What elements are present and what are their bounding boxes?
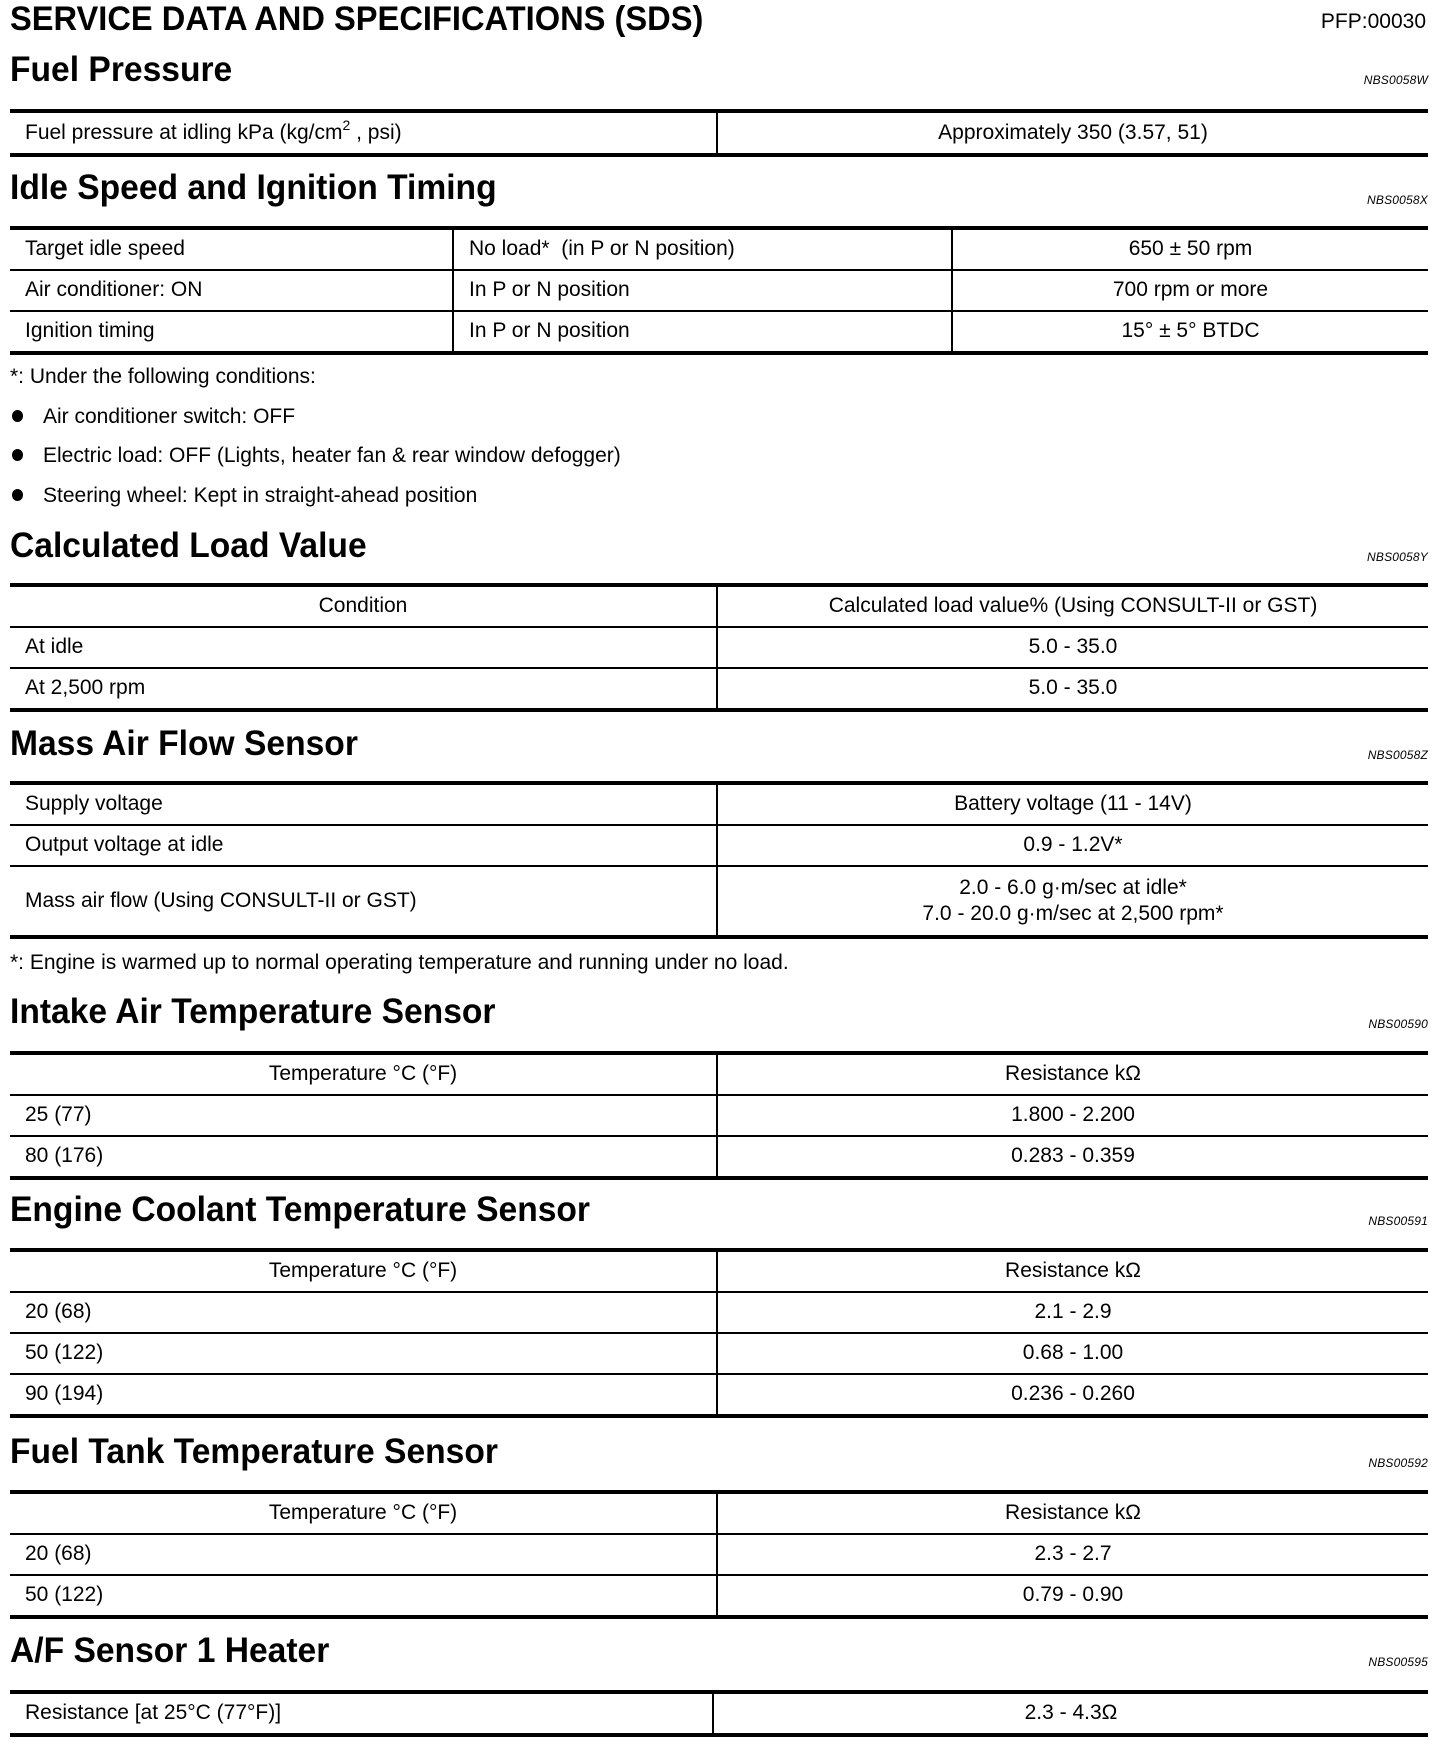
table-row: [10, 1374, 1428, 1416]
column-header: Temperature °C (°F): [268, 1062, 458, 1086]
resistance-cell: 0.283 - 0.359: [717, 1136, 1428, 1178]
resistance-cell: 0.236 - 0.260: [717, 1374, 1428, 1416]
temperature-cell: 20 (68): [10, 1534, 717, 1575]
af-sensor-heater-table: [10, 1690, 1428, 1737]
column-header: Resistance kΩ: [717, 1053, 1428, 1095]
maf-item: Output voltage at idle: [10, 825, 717, 866]
section-heading-fuel-tank-temp: Fuel Tank Temperature Sensor: [10, 1432, 498, 1471]
resistance-cell: 2.3 - 2.7: [717, 1534, 1428, 1575]
maf-item: Mass air flow (Using CONSULT-II or GST): [10, 866, 717, 937]
table-row: [10, 311, 1428, 353]
bullet-icon: [12, 410, 23, 422]
table-row: [10, 866, 1428, 937]
section-heading-intake-air-temp: Intake Air Temperature Sensor: [10, 992, 496, 1031]
idle-note: *: Under the following conditions:: [10, 365, 316, 388]
maf-value-line: 7.0 - 20.0 g·m/sec at 2,500 rpm*: [922, 902, 1224, 925]
load-value: 5.0 - 35.0: [717, 668, 1428, 710]
resistance-cell: 0.68 - 1.00: [717, 1333, 1428, 1374]
fuel-pressure-label: [10, 111, 717, 155]
maf-value: Battery voltage (11 - 14V): [717, 783, 1428, 825]
section-ref-calculated-load: NBS0058Y: [1367, 550, 1428, 564]
temperature-cell: 80 (176): [10, 1136, 717, 1178]
idle-value: 700 rpm or more: [952, 270, 1428, 311]
column-header: Temperature °C (°F): [268, 1259, 458, 1283]
maf-value-line: 2.0 - 6.0 g·m/sec at idle*: [959, 875, 1187, 899]
section-ref-fuel-tank-temp: NBS00592: [1368, 1456, 1428, 1470]
maf-note: *: Engine is warmed up to normal operating temperature and running under no load.: [10, 951, 789, 974]
af-heater-item: Resistance [at 25°C (77°F)]: [25, 1701, 282, 1725]
idle-value: 650 ± 50 rpm: [952, 228, 1428, 270]
idle-item: Air conditioner: ON: [10, 270, 453, 311]
section-ref-engine-coolant-temp: NBS00591: [1368, 1214, 1428, 1228]
table-header-row: [10, 1053, 1428, 1095]
load-value: 5.0 - 35.0: [717, 627, 1428, 668]
idle-item: Target idle speed: [25, 237, 185, 261]
idle-item: Ignition timing: [10, 311, 453, 353]
resistance-cell: 1.800 - 2.200: [717, 1095, 1428, 1136]
pfp-code: PFP:00030: [1320, 10, 1426, 33]
section-ref-idle-speed: NBS0058X: [1367, 193, 1428, 207]
section-heading-calculated-load: Calculated Load Value: [10, 526, 367, 565]
fuel-pressure-value: Approximately 350 (3.57, 51): [717, 111, 1428, 155]
idle-condition: No load* (in P or N position): [453, 228, 952, 270]
section-ref-af-sensor-heater: NBS00595: [1368, 1655, 1428, 1669]
temperature-cell: 50 (122): [10, 1575, 717, 1617]
resistance-cell: 2.1 - 2.9: [717, 1292, 1428, 1333]
bullet-item: [10, 484, 477, 508]
table-row: [10, 1095, 1428, 1136]
temperature-cell: 50 (122): [10, 1333, 717, 1374]
table-row: [10, 1136, 1428, 1178]
bullet-text: Air conditioner switch: OFF: [43, 405, 296, 428]
af-heater-value: 2.3 - 4.3Ω: [713, 1692, 1428, 1735]
table-row: [10, 825, 1428, 866]
section-heading-idle-speed: Idle Speed and Ignition Timing: [10, 168, 497, 207]
table-row: [10, 1534, 1428, 1575]
maf-value: [717, 866, 1428, 937]
table-row: [10, 270, 1428, 311]
table-row: [10, 1692, 1428, 1735]
bullet-item: [10, 444, 621, 468]
idle-speed-table: [10, 226, 1428, 355]
fuel-tank-temp-table: [10, 1490, 1428, 1619]
bullet-icon: [12, 489, 23, 501]
table-row: [10, 111, 1428, 155]
bullet-text: Steering wheel: Kept in straight-ahead position: [43, 484, 478, 507]
temperature-cell: 20 (68): [10, 1292, 717, 1333]
resistance-cell: 0.79 - 0.90: [717, 1575, 1428, 1617]
fuel-pressure-table: [10, 109, 1428, 157]
column-header: Resistance kΩ: [717, 1492, 1428, 1534]
section-heading-engine-coolant-temp: Engine Coolant Temperature Sensor: [10, 1190, 591, 1229]
table-row: [10, 1333, 1428, 1374]
document-title: SERVICE DATA AND SPECIFICATIONS (SDS): [10, 0, 704, 38]
intake-air-temp-table: [10, 1051, 1428, 1180]
mass-air-flow-table: [10, 781, 1428, 939]
column-header: Calculated load value% (Using CONSULT-II or GST): [717, 585, 1428, 627]
table-row: [10, 1575, 1428, 1617]
temperature-cell: 25 (77): [10, 1095, 717, 1136]
bullet-item: [10, 405, 295, 429]
section-heading-fuel-pressure: Fuel Pressure: [10, 50, 233, 89]
table-row: [10, 1292, 1428, 1333]
calculated-load-table: [10, 583, 1428, 712]
column-header: Resistance kΩ: [717, 1250, 1428, 1292]
label-text: Fuel pressure at idling kPa (kg/cm: [25, 120, 343, 144]
temperature-cell: 90 (194): [10, 1374, 717, 1416]
section-ref-mass-air-flow: NBS0058Z: [1367, 748, 1428, 762]
maf-value: 0.9 - 1.2V*: [717, 825, 1428, 866]
table-header-row: [10, 1492, 1428, 1534]
engine-coolant-temp-table: [10, 1248, 1428, 1418]
idle-condition: In P or N position: [453, 270, 952, 311]
table-row: [10, 668, 1428, 710]
bullet-icon: [12, 449, 23, 461]
maf-item: Supply voltage: [25, 792, 163, 816]
idle-condition: In P or N position: [453, 311, 952, 353]
table-row: [10, 228, 1428, 270]
load-condition: At idle: [10, 627, 717, 668]
column-header: Temperature °C (°F): [268, 1501, 458, 1525]
section-ref-intake-air-temp: NBS00590: [1368, 1017, 1428, 1031]
section-ref-fuel-pressure: NBS0058W: [1363, 73, 1428, 87]
idle-value: 15° ± 5° BTDC: [952, 311, 1428, 353]
label-text: , psi): [350, 120, 402, 144]
table-header-row: [10, 585, 1428, 627]
superscript: 2: [342, 116, 351, 133]
table-header-row: [10, 1250, 1428, 1292]
section-heading-af-sensor-heater: A/F Sensor 1 Heater: [10, 1631, 330, 1670]
table-row: [10, 627, 1428, 668]
column-header: Condition: [318, 594, 408, 618]
load-condition: At 2,500 rpm: [10, 668, 717, 710]
section-heading-mass-air-flow: Mass Air Flow Sensor: [10, 724, 358, 763]
bullet-text: Electric load: OFF (Lights, heater fan & rear window defogger): [43, 444, 621, 467]
table-row: [10, 783, 1428, 825]
